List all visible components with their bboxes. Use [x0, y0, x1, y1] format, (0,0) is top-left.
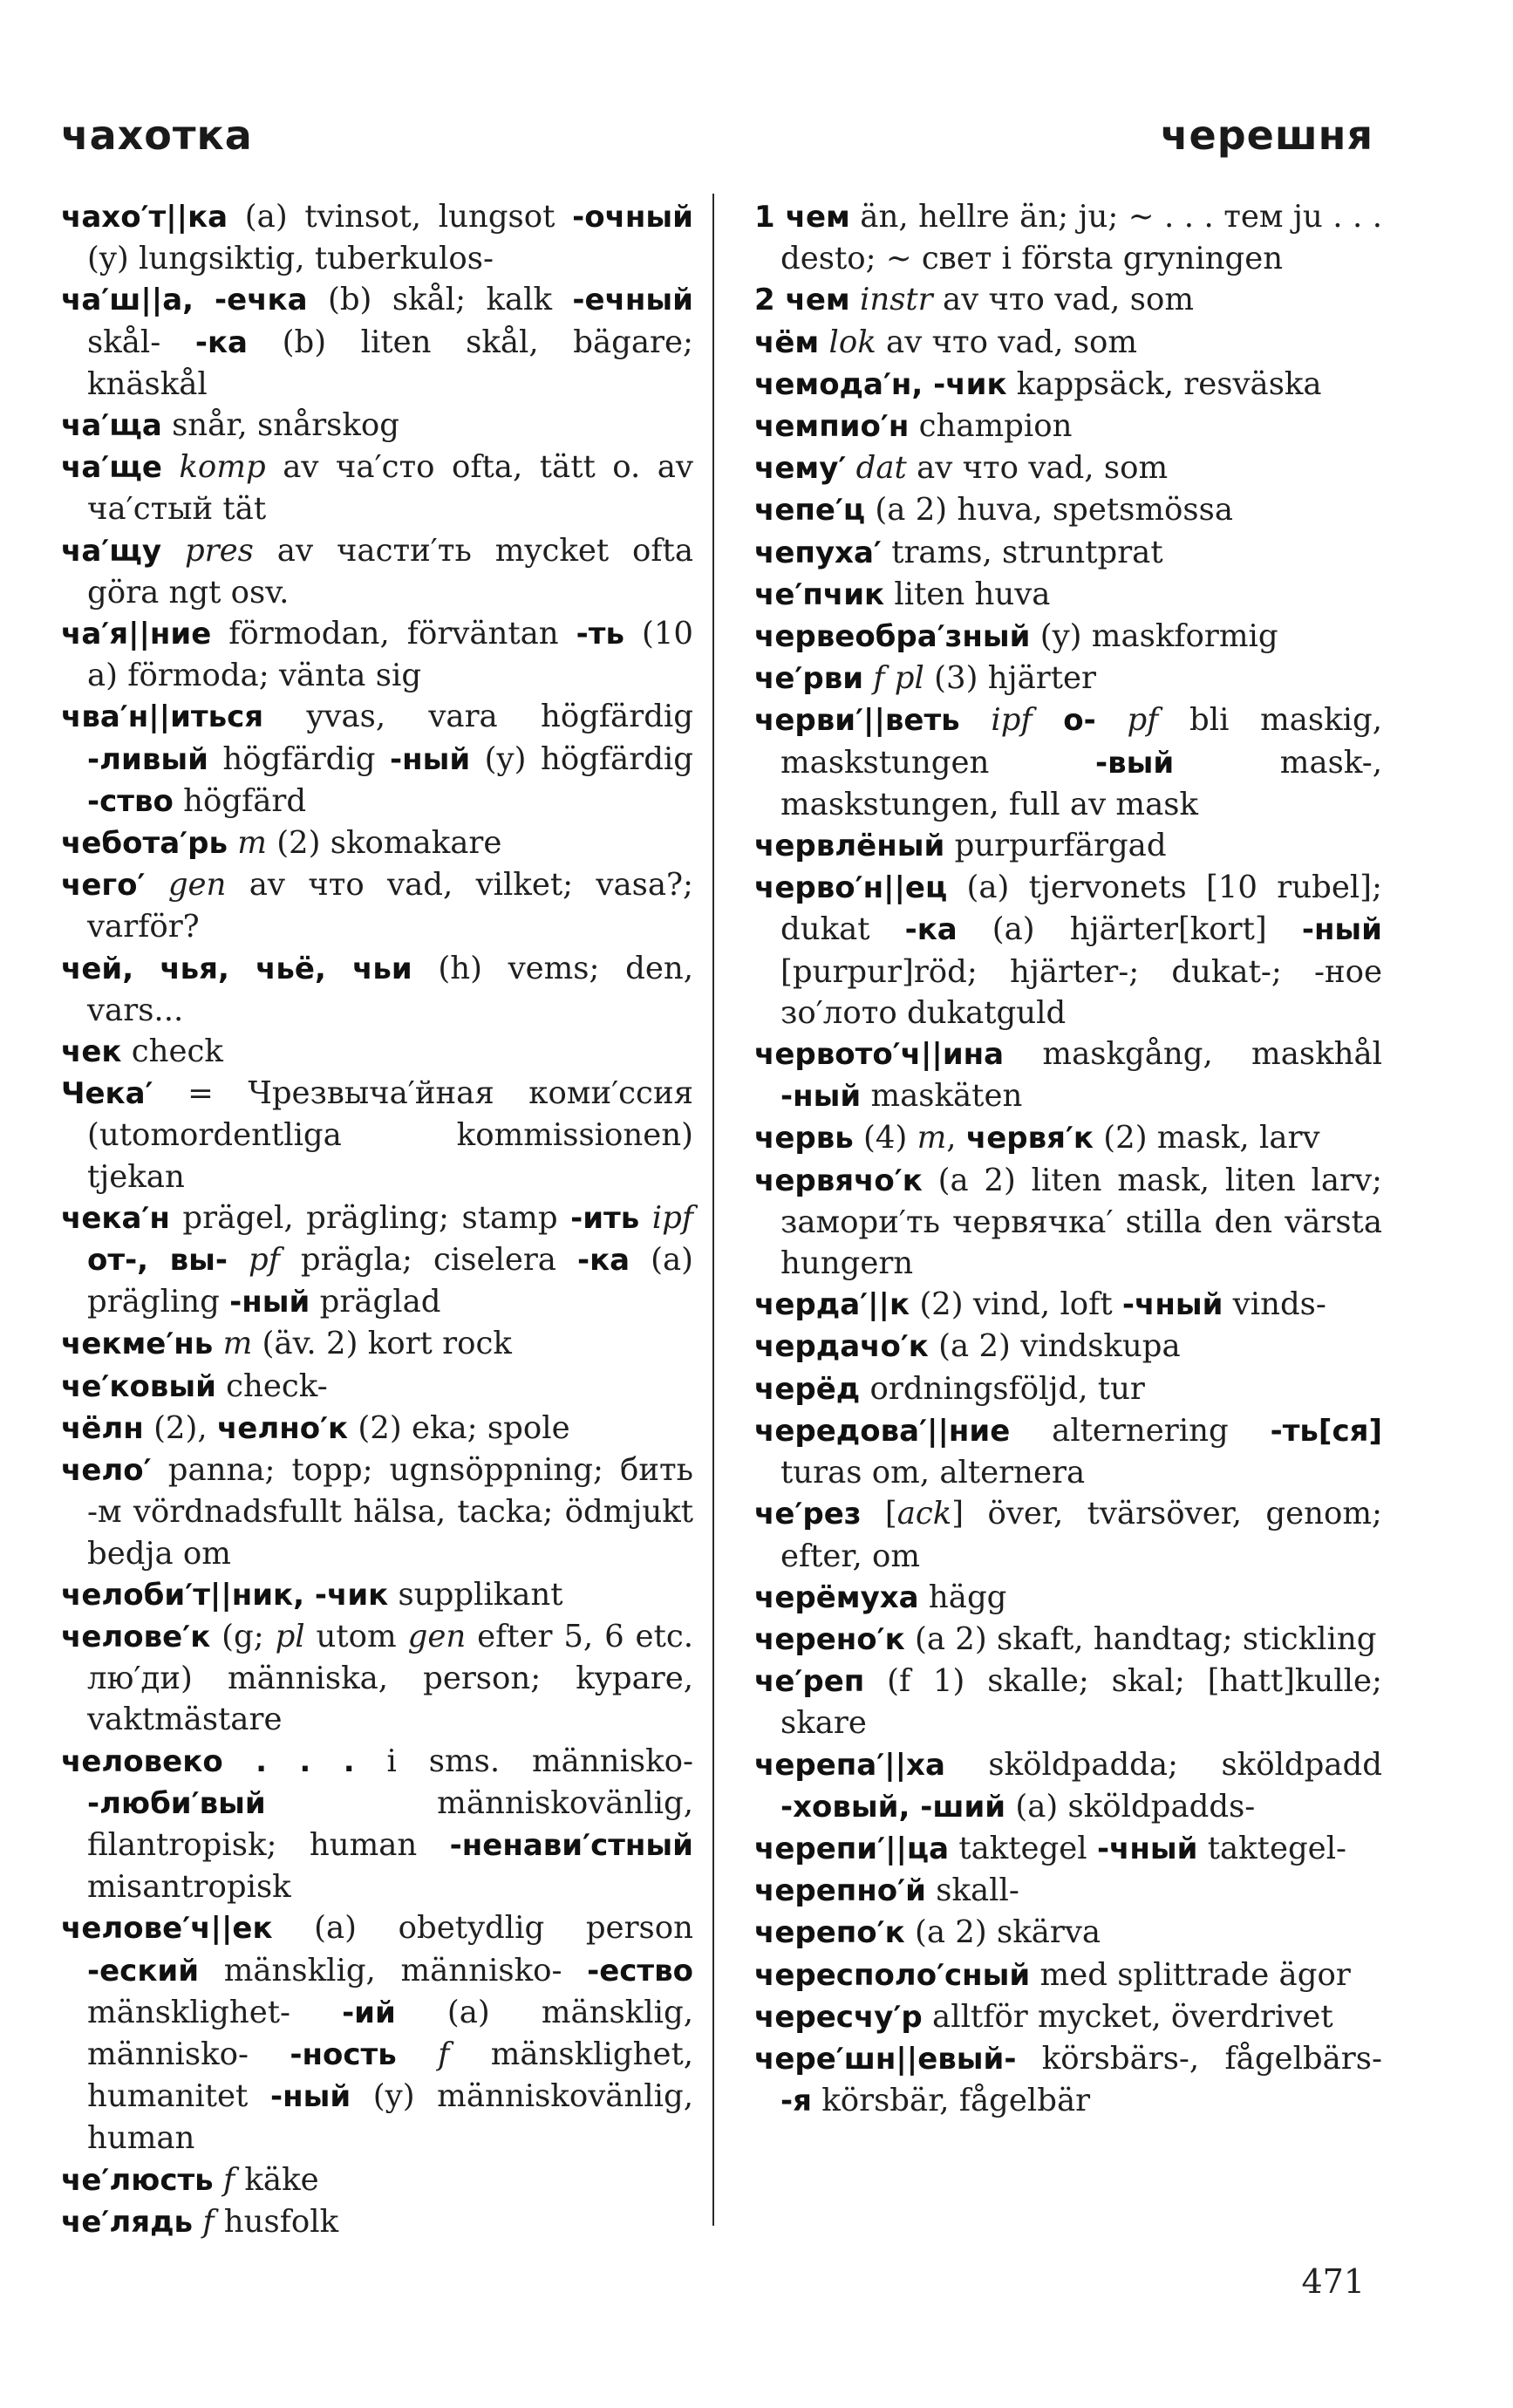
headword: черво′н||ец	[754, 870, 948, 906]
dictionary-entry	[754, 1284, 1382, 1326]
headword: че′рез	[754, 1497, 862, 1532]
definition-text: (y) maskformig	[1030, 618, 1278, 655]
definition-text: präglad	[310, 1284, 441, 1320]
headword: ча′ща	[61, 408, 162, 444]
dictionary-entry	[61, 1408, 693, 1450]
headword: чебота′рь	[61, 826, 228, 862]
dictionary-entry	[754, 322, 1382, 364]
dictionary-entry	[754, 532, 1382, 574]
running-head-left: чахотка	[61, 112, 253, 159]
definition-text: (2) eka; spole	[348, 1409, 570, 1446]
headword: -ий	[342, 1995, 396, 2030]
definition-text: skål-	[87, 324, 195, 360]
grammar-label: ipf	[991, 702, 1033, 739]
definition-text: med splittrade ägor	[1030, 1956, 1351, 1993]
page-number: 471	[1301, 2262, 1365, 2301]
headword: черёд	[754, 1371, 861, 1407]
definition-text	[639, 1200, 652, 1236]
dictionary-entry	[754, 1326, 1382, 1368]
dictionary-entry	[754, 825, 1382, 867]
definition-text: husfolk	[214, 2203, 339, 2240]
headword: ча′ш||а, -ечка	[61, 283, 308, 318]
definition-text: (äv. 2) kort rock	[252, 1326, 512, 1362]
grammar-label: m	[917, 1120, 947, 1156]
dictionary-entry	[754, 406, 1382, 447]
dictionary-entry	[61, 696, 693, 822]
headword: чей, чья, чьё, чьи	[61, 951, 412, 986]
dictionary-entry	[61, 822, 693, 864]
dictionary-entry	[61, 1073, 693, 1197]
definition-text: mänsklighet-	[87, 1994, 343, 2030]
grammar-label: f pl	[873, 660, 924, 697]
dictionary-entry	[61, 1323, 693, 1365]
definition-text: prägla; ciselera	[279, 1242, 577, 1279]
headword: чекме′нь	[61, 1327, 214, 1362]
definition-text: alltför mycket, överdrivet	[922, 1998, 1333, 2035]
definition-text: liten huva	[884, 576, 1051, 612]
headword: черда′||к	[754, 1287, 910, 1323]
dictionary-entry	[61, 1907, 693, 2159]
headword: -ный	[1301, 912, 1382, 948]
headword: -ить	[570, 1200, 640, 1236]
headword: -ть	[576, 617, 624, 652]
definition-text: (4)	[853, 1120, 917, 1156]
definition-text: kappsäck, resväska	[1006, 365, 1322, 402]
dictionary-entry	[61, 279, 693, 405]
definition-text: champion	[909, 408, 1073, 445]
definition-text: (a) sköldpadds-	[1005, 1788, 1256, 1825]
definition-text: (a) mänsklig, människo-	[87, 1994, 693, 2072]
definition-text: [	[861, 1496, 897, 1532]
definition-text: supplikant	[388, 1576, 563, 1613]
headword: -очный	[572, 200, 693, 235]
definition-text: (a) tjervonets [10 rubel]; dukat	[780, 870, 1382, 948]
dictionary-entry	[754, 1033, 1382, 1117]
headword: -ный	[390, 741, 471, 777]
grammar-label: ack	[896, 1496, 952, 1532]
headword: челове′к	[61, 1619, 211, 1654]
definition-text	[1033, 702, 1064, 738]
definition-text: ] över, tvärsöver, genom; efter, om	[780, 1496, 1382, 1574]
definition-text: av что vad, vilket; vasa?; varför?	[87, 867, 693, 945]
definition-text	[228, 1242, 249, 1278]
definition-text	[863, 660, 873, 696]
definition-text: (a 2) vindskupa	[928, 1328, 1181, 1365]
headword: червеобра′зный	[754, 619, 1031, 655]
definition-text: vinds-	[1223, 1286, 1326, 1323]
headword: ча′я||ние	[61, 617, 212, 652]
headword: че′лядь	[61, 2204, 194, 2240]
headword: черепо′к	[754, 1915, 905, 1951]
definition-text: purpurfärgad	[944, 828, 1167, 864]
definition-text: (a) prägling	[87, 1242, 693, 1320]
headword: чепе′ц	[754, 493, 866, 529]
dictionary-entry	[754, 364, 1382, 406]
definition-text: bli maskig, maskstungen	[780, 702, 1383, 781]
headword: -ка	[576, 1243, 630, 1279]
dictionary-entry	[61, 2159, 693, 2201]
dictionary-entry	[61, 447, 693, 529]
headword: -ечный	[572, 283, 693, 318]
headword: червлёный	[754, 829, 945, 864]
definition-text: alternering	[1010, 1412, 1271, 1449]
grammar-label: instr	[859, 282, 933, 318]
dictionary-entry	[61, 1616, 693, 1741]
definition-text: (10 a) förmoda; vänta sig	[87, 616, 693, 694]
grammar-label: f	[222, 2161, 235, 2198]
definition-text: utom	[304, 1618, 408, 1654]
definition-text: [purpur]röd; hjärter-; dukat-; -ное зо′лото dukatguld	[780, 953, 1382, 1031]
definition-text	[397, 2036, 438, 2072]
definition-text: yvas, vara högfärdig	[263, 699, 693, 735]
headword: чепуха′	[754, 535, 882, 570]
headword: Чека′	[61, 1076, 153, 1112]
definition-text: (2) mask, larv	[1094, 1120, 1320, 1156]
definition-text	[193, 2204, 202, 2240]
headword: -ный	[780, 1079, 862, 1115]
headword: чёлн	[61, 1410, 144, 1446]
dictionary-entry	[754, 1954, 1382, 1996]
definition-text: av что vad, som	[906, 450, 1169, 487]
headword: че′рви	[754, 661, 864, 697]
right-column	[754, 196, 1382, 2122]
definition-text: (3) hjärter	[923, 660, 1096, 697]
definition-text: (2) skomakare	[266, 825, 502, 862]
dictionary-entry	[754, 1410, 1382, 1493]
dictionary-entry	[61, 1450, 693, 1574]
headword: червото′ч||ина	[754, 1037, 1005, 1073]
headword: -ный	[269, 2079, 351, 2115]
headword: -я	[780, 2084, 812, 2119]
headword: челно′к	[216, 1410, 349, 1446]
headword: чердачо′к	[754, 1329, 929, 1365]
dictionary-entry	[754, 196, 1382, 279]
definition-text: körsbär, fågelbär	[811, 2083, 1091, 2119]
grammar-label: f	[438, 2036, 450, 2072]
definition-text: (2) vind, loft	[910, 1286, 1122, 1323]
definition-text: (b) skål; kalk	[307, 282, 573, 318]
headword: -чный	[1121, 1287, 1223, 1323]
definition-text: (a) tvinsot, lungsot	[228, 199, 573, 235]
headword: чере′шн||евый-	[754, 2041, 1017, 2077]
grammar-label: pf	[1127, 702, 1159, 739]
dictionary-entry	[61, 405, 693, 447]
headword: -еский	[87, 1953, 200, 1988]
headword: -ный	[229, 1285, 310, 1320]
definition-text: mänsklighet, humanitet	[87, 2036, 693, 2115]
definition-text	[960, 702, 992, 738]
headword: черви′||веть	[754, 703, 960, 739]
headword: черепи′||ца	[754, 1831, 950, 1866]
dictionary-entry	[61, 1366, 693, 1408]
definition-text: (f 1) skalle; skal; [hatt]kulle; skare	[780, 1663, 1382, 1742]
definition-text: snår, snårskog	[161, 407, 399, 444]
definition-text: (g;	[210, 1618, 276, 1654]
grammar-label: pl	[275, 1618, 305, 1654]
dictionary-entry	[754, 489, 1382, 531]
headword: чахо′т||ка	[61, 200, 228, 235]
definition-text: (a 2) skaft, handtag; stickling	[904, 1620, 1377, 1657]
headword: червя′к	[965, 1121, 1094, 1156]
definition-text: käke	[235, 2161, 319, 2198]
dictionary-entry	[754, 1619, 1382, 1661]
grammar-label: m	[237, 825, 267, 862]
headword: червячо′к	[754, 1163, 923, 1198]
grammar-label: pres	[184, 532, 254, 569]
headword: -ть[ся]	[1270, 1413, 1382, 1449]
definition-text: i sms. människo-	[354, 1743, 693, 1779]
definition-text: = Чрезвыча′йная коми′ссия (utomordentliga kommissionen) tjekan	[87, 1075, 693, 1195]
grammar-label: lok	[828, 324, 876, 360]
headword: че′пчик	[754, 576, 885, 612]
dictionary-entry	[754, 279, 1382, 321]
definition-text: (a 2) liten mask, liten larv; замори′ть червячка′ stilla den värsta hungern	[780, 1162, 1382, 1282]
definition-text: av что vad, som	[932, 282, 1194, 318]
definition-text: (2),	[143, 1409, 217, 1446]
dictionary-entry	[754, 1493, 1382, 1576]
headword: чемода′н, -чик	[754, 366, 1007, 402]
grammar-label: ipf	[651, 1199, 693, 1236]
headword: от-, вы-	[87, 1243, 228, 1279]
headword: ча′щу	[61, 533, 161, 569]
definition-text: (a 2) skärva	[904, 1914, 1101, 1951]
definition-text: (a) hjärter[kort]	[957, 911, 1302, 948]
headword: -люби′вый	[87, 1785, 266, 1821]
definition-text: mänsklig, människo-	[199, 1952, 588, 1988]
headword: -ка	[904, 912, 958, 948]
grammar-label: pf	[249, 1242, 280, 1279]
headword: чего′	[61, 868, 146, 904]
headword: черено′к	[754, 1621, 905, 1657]
definition-text: (h) vems; den, vars...	[87, 950, 693, 1028]
grammar-label: komp	[179, 449, 266, 486]
dictionary-entry	[754, 447, 1382, 489]
running-head-right: черешня	[1160, 112, 1373, 159]
headword: че′люсть	[61, 2162, 214, 2198]
definition-text: av части′ть mycket ofta göra ngt osv.	[87, 532, 693, 611]
definition-text: panna; topp; ugnsöppning; бить -м vördnadsfullt hälsa, tacka; ödmjukt bedja om	[87, 1452, 693, 1572]
headword: -ество	[587, 1953, 693, 1988]
grammar-label: dat	[855, 450, 907, 487]
headword: 2 чем	[754, 283, 850, 318]
definition-text: sköldpadda; sköldpadd	[944, 1746, 1382, 1783]
dictionary-entry	[61, 1031, 693, 1073]
definition-text: hägg	[918, 1579, 1007, 1615]
dictionary-entry	[754, 1117, 1382, 1159]
headword: чемпио′н	[754, 409, 910, 445]
headword: черёмуха	[754, 1579, 919, 1615]
dictionary-entry	[61, 1741, 693, 1908]
definition-text: (y) högfärdig	[470, 740, 693, 777]
dictionary-entry	[754, 1870, 1382, 1912]
definition-text: mask-, maskstungen, full av mask	[780, 744, 1383, 822]
headword: человеко . . .	[61, 1743, 355, 1779]
headword: -ка	[194, 324, 248, 360]
dictionary-entry	[754, 658, 1382, 699]
definition-text: check	[121, 1033, 223, 1070]
definition-text: trams, struntprat	[881, 534, 1163, 570]
headword: чек	[61, 1034, 122, 1070]
grammar-label: gen	[167, 867, 227, 904]
definition-text	[162, 449, 180, 485]
headword: черепно′й	[754, 1873, 926, 1909]
dictionary-entry	[754, 1912, 1382, 1954]
dictionary-entry	[754, 867, 1382, 1033]
headword: -ство	[87, 783, 174, 819]
definition-text: högfärdig	[208, 740, 390, 777]
definition-text: (a) obetydlig person	[272, 1910, 693, 1947]
definition-text: än, hellre än; ju; ~ . . . тем ju . . . desto; ~ свет i första gryningen	[780, 199, 1382, 277]
definition-text: körsbärs-, fågelbärs-	[1016, 2040, 1382, 2077]
definition-text	[214, 2162, 223, 2198]
dictionary-entry	[754, 1828, 1382, 1870]
definition-text: (y) människovänlig, human	[87, 2078, 693, 2157]
headword: чересполо′сный	[754, 1957, 1031, 1993]
definition-text	[161, 533, 185, 569]
definition-text: check-	[215, 1368, 328, 1404]
headword: чём	[754, 324, 820, 360]
dictionary-entry	[754, 1160, 1382, 1285]
definition-text: av ча′сто ofta, tätt o. av ча′стый tät	[87, 449, 693, 528]
definition-text: taktegel-	[1197, 1830, 1347, 1866]
headword: чека′н	[61, 1200, 170, 1236]
headword: черепа′||ха	[754, 1747, 945, 1783]
headword: че′ковый	[61, 1368, 216, 1404]
definition-text: ,	[946, 1120, 966, 1156]
headword: -вый	[1094, 745, 1175, 781]
headword: -ховый, -ший	[780, 1789, 1006, 1825]
dictionary-entry	[754, 1744, 1382, 1828]
headword: 1 чем	[754, 200, 850, 235]
headword: червь	[754, 1121, 854, 1156]
headword: челове′ч||ек	[61, 1911, 273, 1947]
dictionary-entry	[754, 699, 1382, 825]
column-divider	[712, 194, 714, 2226]
definition-text: skall-	[925, 1873, 1019, 1909]
definition-text: människovänlig, filantropisk; human	[87, 1784, 693, 1863]
definition-text: av что vad, som	[876, 324, 1138, 360]
dictionary-entry	[754, 1661, 1382, 1743]
dictionary-entry	[754, 574, 1382, 616]
headword: чему′	[754, 451, 847, 487]
dictionary-entry	[754, 1996, 1382, 2038]
headword: о-	[1063, 703, 1096, 739]
definition-text: (y) lungsiktig, tuberkulos-	[87, 241, 494, 277]
dictionary-entry	[61, 613, 693, 696]
definition-text	[213, 1326, 222, 1361]
dictionary-entry	[61, 1197, 693, 1324]
headword: ча′ще	[61, 450, 162, 486]
dictionary-entry	[61, 1574, 693, 1616]
definition-text	[819, 324, 828, 360]
left-column	[61, 196, 693, 2243]
dictionary-entry	[61, 2201, 693, 2243]
definition-text: efter 5, 6 etc. лю′ди) människa, person; kypare, vaktmästare	[87, 1618, 693, 1738]
definition-text	[1096, 702, 1128, 738]
headword: че′реп	[754, 1664, 865, 1700]
dictionary-entry	[61, 196, 693, 279]
headword: чередова′||ние	[754, 1413, 1011, 1449]
headword: -ность	[290, 2036, 397, 2072]
definition-text: högfärd	[173, 782, 307, 819]
definition-text: taktegel	[949, 1830, 1097, 1866]
definition-text: ordningsföljd, tur	[860, 1370, 1145, 1407]
definition-text	[228, 825, 237, 861]
dictionary-entry	[61, 948, 693, 1031]
definition-text: maskgång, maskhål	[1004, 1036, 1382, 1073]
dictionary-entry	[61, 530, 693, 613]
grammar-label: m	[222, 1326, 253, 1362]
definition-text	[850, 282, 860, 317]
headword: чва′н||иться	[61, 699, 264, 735]
dictionary-entry	[754, 1577, 1382, 1619]
headword: чересчу′р	[754, 1999, 923, 2035]
definition-text	[846, 450, 855, 486]
definition-text: (a 2) huva, spetsmössa	[865, 492, 1234, 529]
definition-text: misantropisk	[87, 1869, 291, 1906]
definition-text: maskäten	[861, 1078, 1023, 1115]
headword: -ливый	[87, 741, 208, 777]
grammar-label: gen	[407, 1618, 467, 1654]
headword: челоби′т||ник, -чик	[61, 1577, 389, 1613]
definition-text: prägel, prägling; stamp	[169, 1199, 571, 1236]
dictionary-entry	[61, 864, 693, 947]
grammar-label: f	[202, 2203, 215, 2240]
dictionary-entry	[754, 616, 1382, 658]
dictionary-entry	[754, 2038, 1382, 2122]
definition-text: turas om, alternera	[780, 1455, 1086, 1491]
definition-text: (b) liten skål, bägare; knäskål	[87, 324, 693, 402]
definition-text	[146, 867, 168, 903]
headword: -чный	[1096, 1831, 1198, 1866]
headword: чело′	[61, 1453, 152, 1489]
headword: -ненави′стный	[449, 1827, 693, 1863]
dictionary-entry	[754, 1368, 1382, 1410]
definition-text: förmodan, förväntan	[211, 616, 576, 652]
